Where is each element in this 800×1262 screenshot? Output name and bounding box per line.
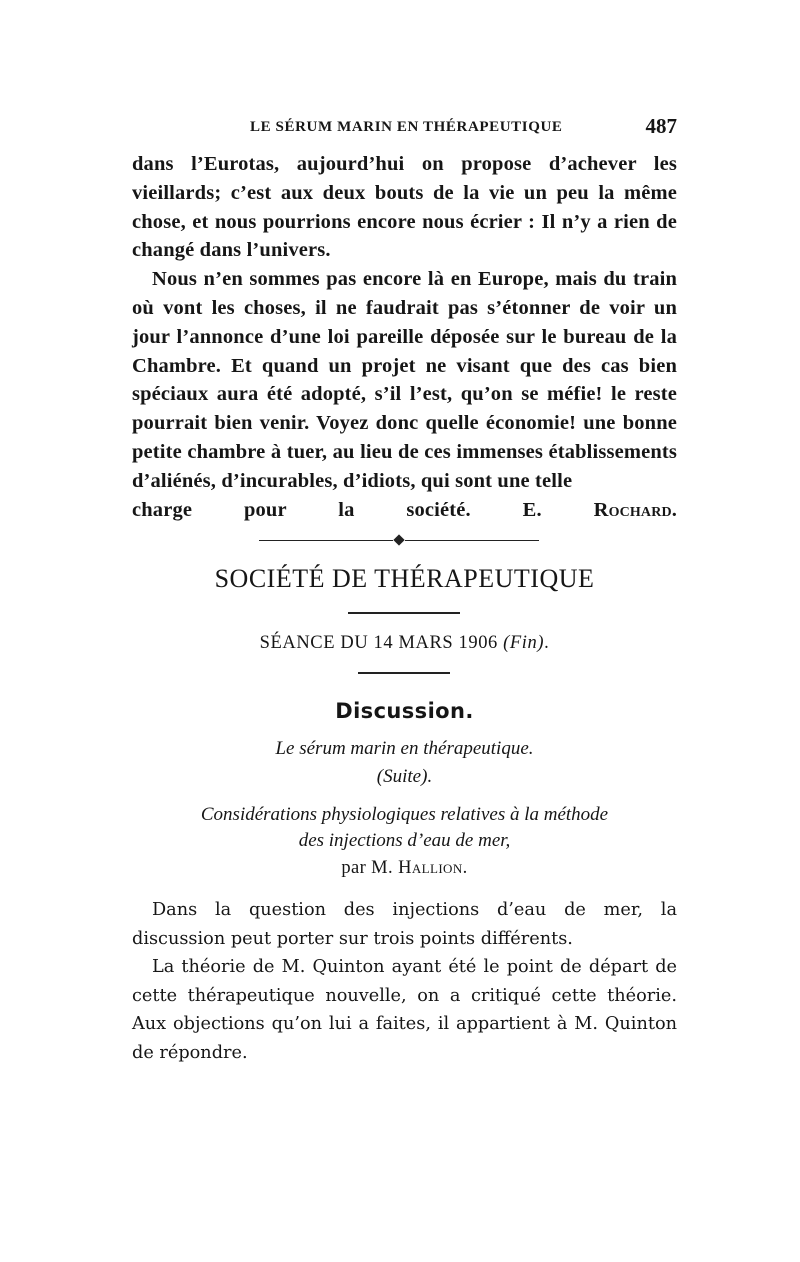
running-title: LE SÉRUM MARIN EN THÉRAPEUTIQUE <box>250 119 563 135</box>
topic-continuation: (Suite). <box>376 766 433 787</box>
article-conclusion <box>132 150 677 524</box>
session-title <box>132 633 677 654</box>
running-head <box>132 116 677 140</box>
topic-title: Le sérum marin en thérapeutique. <box>275 738 534 759</box>
byline-author: Hallion. <box>398 858 468 878</box>
communication-text <box>132 896 677 1067</box>
paragraph: Nous n’en sommes pas encore là en Europe, mais du train où vont les choses, il ne faudrait pas s’étonner de voir un jour l’annonce d’une loi pareille déposée sur le bureau de la Chambre. Et quand un projet ne visant que des cas bien spéciaux aura été adopté, s’il l’est, qu’on se méfie! le reste pourrait bien venir. Voyez donc quelle économie! une bonne petite chambre à tuer, au lieu de ces immenses établissements d’aliénés, d’incurables, d’idiots, qui sont une telle <box>132 268 677 492</box>
considerations-title-cont: des injections d’eau de mer, <box>298 830 511 851</box>
byline <box>132 858 677 879</box>
closing-text: charge pour la société. <box>132 498 471 521</box>
society-title: SOCIÉTÉ DE THÉRAPEUTIQUE <box>214 564 595 593</box>
session-date: SÉANCE DU 14 MARS 1906 <box>259 633 498 653</box>
page-number: 487 <box>645 114 677 138</box>
paragraph: La théorie de M. Quinton ayant été le point de départ de cette thérapeutique nouvelle, on a critiqué cette théorie. Aux objections qu’on lui a faites, il appartient à M. Quinton de répondre. <box>132 957 677 1063</box>
session-end: . <box>544 633 550 653</box>
title-rule <box>348 612 460 614</box>
author-signature: E. Rochard. <box>522 498 677 521</box>
paragraph: Dans la question des injections d’eau de mer, la discussion peut porter sur trois points différents. <box>132 900 677 949</box>
discussion-heading: Discussion. <box>335 699 474 723</box>
diamond-ornament-icon <box>393 534 404 545</box>
section-divider <box>259 538 539 544</box>
divider-rule-right <box>405 540 539 541</box>
session-note: (Fin) <box>503 633 545 653</box>
byline-prefix: par M. <box>341 858 394 878</box>
considerations-title: Considérations physiologiques relatives à la méthode <box>200 804 609 825</box>
divider-rule-left <box>259 540 393 541</box>
signature-line <box>132 496 677 525</box>
paragraph: dans l’Eurotas, aujourd’hui on propose d’achever les vieillards; c’est aux deux bouts de la vie un peu la même chose, et nous pourrions encore nous écrier : Il n’y a rien de changé dans l’univers. <box>132 153 677 262</box>
session-rule <box>358 672 450 674</box>
